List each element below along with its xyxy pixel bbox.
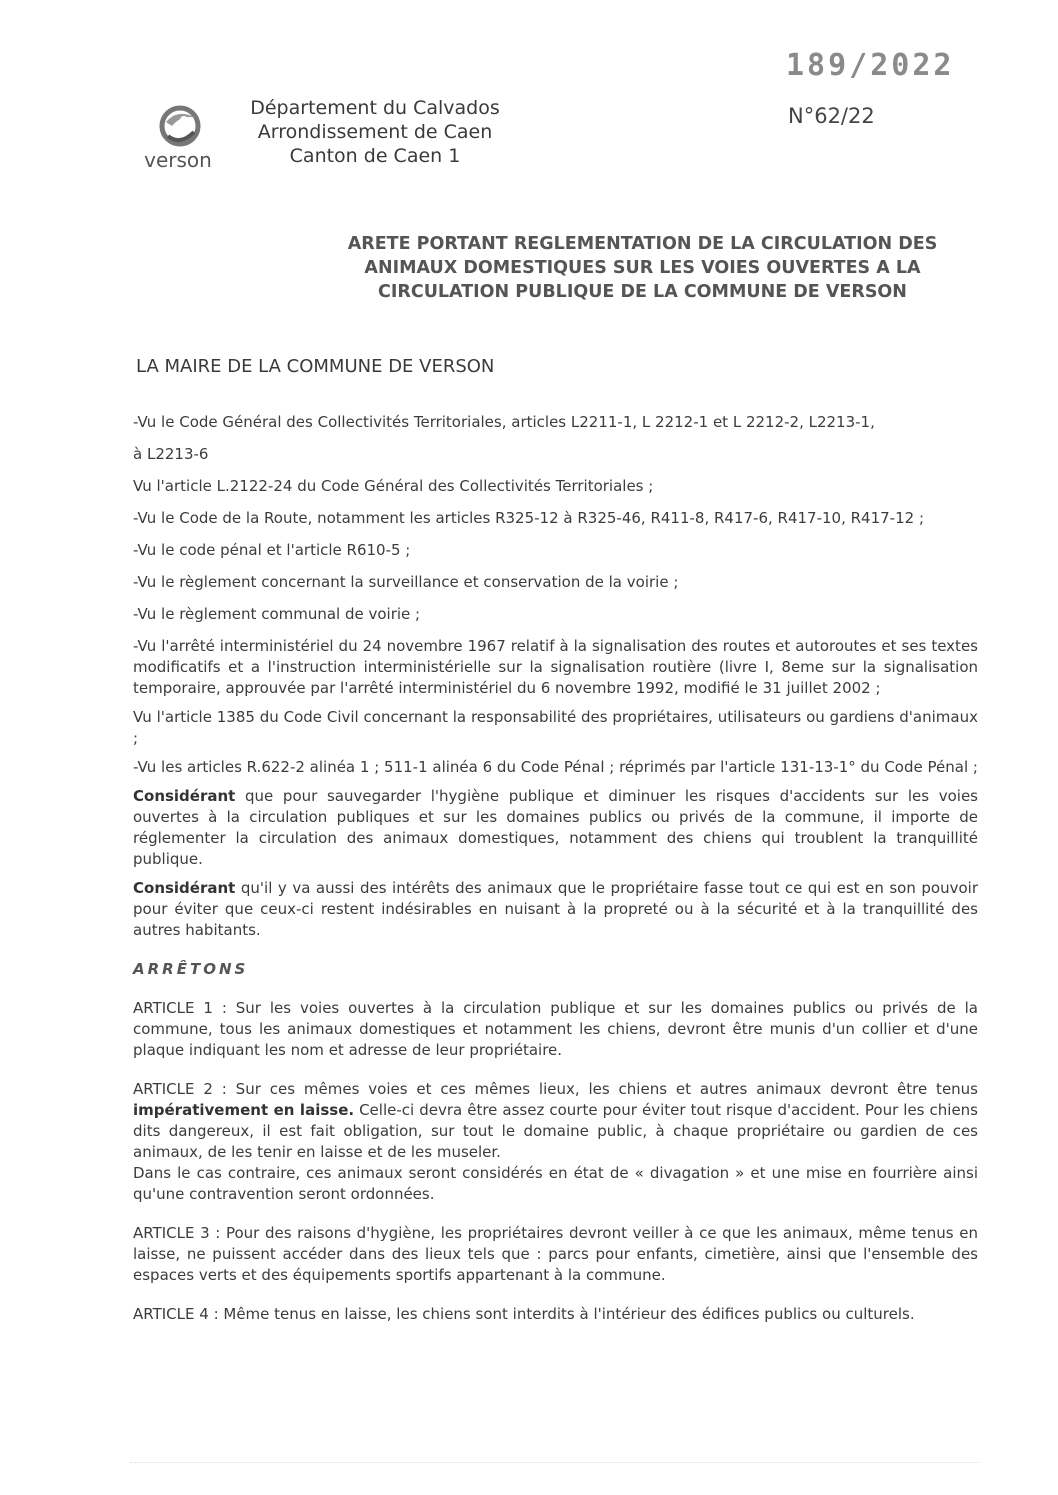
article-2-start: ARTICLE 2 : Sur ces mêmes voies et ces mêmes lieux, les chiens et autres animaux devront être tenus: [133, 1080, 978, 1098]
article-1: ARTICLE 1 : Sur les voies ouvertes à la circulation publique et sur les domaines publics ou privés de la commune, tous les animaux domestiques et notamment les chiens, devront être munis d'un collier et d'une plaque indiquant les nom et adresse de leur propriétaire.: [133, 999, 978, 1059]
header-department: Département du Calvados: [250, 97, 500, 119]
document-body: [133, 412, 978, 1325]
visa-item: -Vu l'arrêté interministériel du 24 novembre 1967 relatif à la signalisation des routes et autoroutes et ses textes modificatifs et a l'instruction interministérielle sur la signalisation routière (livre I, 8eme sur la signalisation temporaire, approuvée par l'arrêté interministériel du 6 novembre 1992, modifié le 31 juillet 2002 ;: [133, 637, 978, 697]
article-2-end: Celle-ci devra être assez courte pour éviter tout risque d'accident. Pour les chiens dits dangereux, il est fait obligation, sur tout le domaine public, à chaque propriétaire ou gardien de ces animaux, de les tenir en laisse et de les museler.: [133, 1101, 978, 1161]
article-2: [133, 1079, 978, 1163]
authority-heading: LA MAIRE DE LA COMMUNE DE VERSON: [136, 356, 495, 377]
considerant-lead: Considérant: [133, 787, 236, 805]
article-2-continuation: Dans le cas contraire, ces animaux seront considérés en état de « divagation » et une mise en fourrière ainsi qu'une contravention seront ordonnées.: [133, 1164, 978, 1203]
page-bottom-rule: [130, 1462, 980, 1463]
registration-stamp: 189/2022: [786, 48, 955, 83]
article-2-emphasis: impérativement en laisse.: [133, 1101, 355, 1119]
visa-item: -Vu le règlement concernant la surveillance et conservation de la voirie ;: [133, 573, 679, 591]
considerant-paragraph: [133, 878, 978, 941]
considerant-paragraph: [133, 786, 978, 870]
administrative-header: [230, 96, 520, 168]
header-canton: Canton de Caen 1: [289, 145, 461, 167]
document-title: ARETE PORTANT REGLEMENTATION DE LA CIRCULATION DES ANIMAUX DOMESTIQUES SUR LES VOIES OUVERTES A LA CIRCULATION PUBLIQUE DE LA COMMUNE DE VERSON: [347, 234, 938, 302]
arrete-number: N°62/22: [788, 104, 875, 128]
visa-item: Vu l'article L.2122-24 du Code Général des Collectivités Territoriales ;: [133, 477, 654, 495]
visa-item: à L2213-6: [133, 445, 209, 463]
logo-text: verson: [144, 148, 212, 172]
considerant-text: que pour sauvegarder l'hygiène publique et diminuer les risques d'accidents sur les voies ouvertes à la circulation publiques et sur les domaines publics ou privés de la commune, il importe de réglementer la circulation des animaux domestiques, notamment des chiens qui troublent la tranquillité publique.: [133, 787, 978, 868]
visa-item: -Vu le Code Général des Collectivités Territoriales, articles L2211-1, L 2212-1 et L 2212-2, L2213-1,: [133, 413, 875, 431]
arretons-heading: ARRÊTONS: [133, 960, 249, 978]
visa-item: Vu l'article 1385 du Code Civil concernant la responsabilité des propriétaires, utilisateurs ou gardiens d'animaux ;: [133, 708, 978, 747]
visa-item: -Vu les articles R.622-2 alinéa 1 ; 511-1 alinéa 6 du Code Pénal ; réprimés par l'article 131-13-1° du Code Pénal ;: [133, 758, 978, 776]
visa-item: -Vu le Code de la Route, notamment les articles R325-12 à R325-46, R411-8, R417-6, R417-10, R417-12 ;: [133, 509, 925, 527]
article-4: ARTICLE 4 : Même tenus en laisse, les chiens sont interdits à l'intérieur des édifices publics ou culturels.: [133, 1305, 915, 1323]
visa-item: -Vu le code pénal et l'article R610-5 ;: [133, 541, 411, 559]
considerant-text: qu'il y va aussi des intérêts des animaux que le propriétaire fasse tout ce qui est en son pouvoir pour éviter que ceux-ci restent indésirables en nuisant à la propreté ou à la sécurité et à la tranquillité des autres habitants.: [133, 879, 978, 939]
article-3: ARTICLE 3 : Pour des raisons d'hygiène, les propriétaires devront veiller à ce que les animaux, même tenus en laisse, ne puissent accéder dans des lieux tels que : parcs pour enfants, cimetière, ainsi que l'ensemble des espaces verts et des équipements sportifs appartenant à la commune.: [133, 1224, 978, 1284]
visa-item: -Vu le règlement communal de voirie ;: [133, 605, 421, 623]
considerant-lead: Considérant: [133, 879, 236, 897]
header-arrondissement: Arrondissement de Caen: [257, 121, 493, 143]
